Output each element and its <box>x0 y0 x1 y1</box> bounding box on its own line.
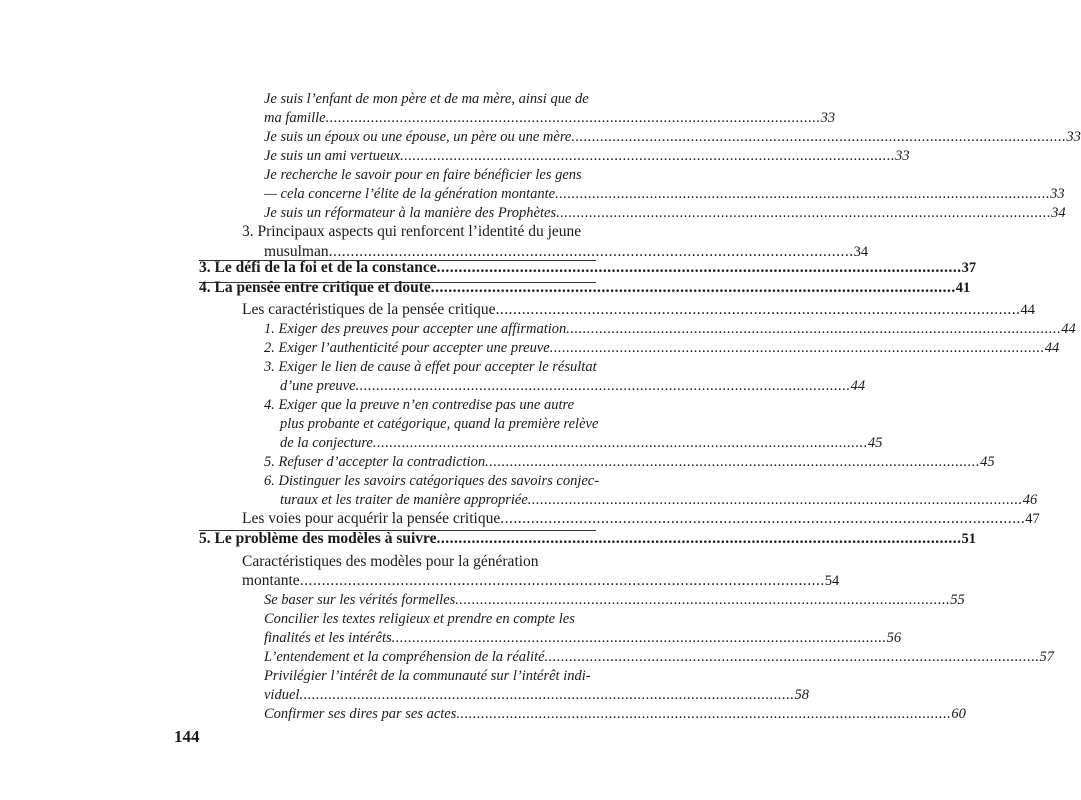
toc-chapter-entry <box>199 258 977 278</box>
toc-page-number: 46 <box>1022 492 1038 508</box>
toc-entry-text: musulman <box>264 243 329 260</box>
leader-dots: ........................................................................................................................ <box>299 572 825 589</box>
toc-entry <box>264 203 1066 223</box>
toc-entry <box>242 300 1035 320</box>
toc-chapter-entry <box>199 529 977 549</box>
leader-dots: ........................................................................................................................ <box>436 259 962 276</box>
toc-page-number: 44 <box>1020 302 1035 318</box>
toc-page-number: 34 <box>1051 205 1066 221</box>
toc-entry-text: 4. Exiger que la preuve n’en contredise pas une autre <box>264 397 575 413</box>
leader-dots: ........................................................................................................................ <box>430 279 956 296</box>
toc-page-number: 45 <box>980 454 995 470</box>
toc-page-number: 44 <box>850 378 866 394</box>
toc-entry-text: turaux et les traiter de manière appropriée <box>280 492 528 508</box>
toc-entry <box>280 376 866 396</box>
toc-entry-text: plus probante et catégorique, quand la première relève <box>280 416 599 432</box>
toc-entry-text: Se baser sur les vérités formelles <box>264 592 456 608</box>
toc-entry-text: 3. Le défi de la foi et de la constance <box>199 259 437 276</box>
leader-dots: ........................................................................................................................ <box>495 301 1021 318</box>
toc-entry <box>280 490 1038 510</box>
leader-dots: ........................................................................................................................ <box>456 706 952 722</box>
toc-page-number: 41 <box>955 280 971 296</box>
toc-page-number: 51 <box>961 531 977 547</box>
toc-entry <box>280 414 599 434</box>
toc-entry-text: finalités et les intérêts <box>264 630 392 646</box>
toc-page-number: 60 <box>951 706 966 722</box>
toc-entry <box>264 165 596 185</box>
toc-entry-text: — cela concerne l’élite de la génération montante <box>264 186 556 202</box>
toc-entry-text: 3. Exiger le lien de cause à effet pour accepter le résultat <box>264 359 597 375</box>
toc-entry-text: viduel <box>264 687 300 703</box>
toc-entry-text: 1. Exiger des preuves pour accepter une affirmation <box>264 321 567 337</box>
toc-entry-text: Caractéristiques des modèles pour la génération <box>242 553 539 570</box>
leader-dots: ........................................................................................................................ <box>527 492 1023 508</box>
toc-entry <box>264 666 596 686</box>
toc-entry <box>264 452 995 472</box>
toc-entry-text: L’entendement et la compréhension de la réalité <box>264 649 545 665</box>
toc-entry <box>264 471 600 491</box>
leader-dots: ........................................................................................................................ <box>372 435 868 451</box>
toc-entry-text: Privilégier l’intérêt de la communauté sur l’intérêt indi- <box>264 668 591 684</box>
toc-entry <box>242 222 596 242</box>
leader-dots: ........................................................................................................................ <box>455 592 951 608</box>
leader-dots: ........................................................................................................................ <box>549 340 1045 356</box>
toc-entry <box>264 184 1065 204</box>
toc-entry <box>264 609 596 629</box>
toc-entry <box>264 647 1055 667</box>
toc-entry-text: Je recherche le savoir pour en faire bénéficier les gens <box>264 167 582 183</box>
toc-page-number: 33 <box>820 110 836 126</box>
toc-entry <box>280 433 883 453</box>
toc-chapter-entry <box>199 278 971 298</box>
toc-page-number: 57 <box>1039 649 1055 665</box>
toc-entry <box>242 571 840 591</box>
toc-page-number: 56 <box>886 630 902 646</box>
toc-page-number: 33 <box>1066 129 1081 145</box>
toc-entry-text: Les caractéristiques de la pensée critique <box>242 301 496 318</box>
toc-entry-text: Je suis un époux ou une épouse, un père ou une mère <box>264 129 572 145</box>
leader-dots: ........................................................................................................................ <box>299 687 795 703</box>
toc-entry-text: Je suis un réformateur à la manière des Prophètes <box>264 205 557 221</box>
toc-entry-text: Je suis l’enfant de mon père et de ma mère, ainsi que de <box>264 91 589 107</box>
toc-entry <box>264 338 1060 358</box>
leader-dots: ........................................................................................................................ <box>571 129 1067 145</box>
toc-entry <box>264 590 965 610</box>
toc-entry <box>264 628 902 648</box>
toc-page-number: 37 <box>961 260 977 276</box>
toc-entry <box>264 704 966 724</box>
toc-entry <box>264 319 1076 339</box>
leader-dots: ........................................................................................................................ <box>400 148 896 164</box>
toc-page-number: 47 <box>1025 511 1040 527</box>
toc-entry <box>264 357 596 377</box>
page-number: 144 <box>174 727 200 746</box>
toc-entry-text: Je suis un ami vertueux <box>264 148 401 164</box>
toc-entry-text: ma famille <box>264 110 326 126</box>
toc-entry <box>264 108 836 128</box>
toc-page-number: 44 <box>1044 340 1060 356</box>
toc-entry <box>264 146 910 166</box>
toc-entry-text: 3. Principaux aspects qui renforcent l’identité du jeune <box>242 223 582 240</box>
leader-dots: ........................................................................................................................ <box>556 205 1052 221</box>
toc-entry-text: montante <box>242 572 300 589</box>
toc-entry-text: Concilier les textes religieux et prendre en compte les <box>264 611 575 627</box>
toc-entry-text: 5. Refuser d’accepter la contradiction <box>264 454 486 470</box>
toc-entry <box>264 685 809 705</box>
toc-page-number: 58 <box>794 687 809 703</box>
leader-dots: ........................................................................................................................ <box>436 530 962 547</box>
toc-entry-text: 2. Exiger l’authenticité pour accepter une preuve <box>264 340 550 356</box>
toc-entry <box>264 127 1081 147</box>
toc-entry <box>264 89 596 109</box>
toc-page-number: 33 <box>1050 186 1065 202</box>
leader-dots: ........................................................................................................................ <box>391 630 887 646</box>
leader-dots: ........................................................................................................................ <box>328 243 854 260</box>
toc-entry-text: 5. Le problème des modèles à suivre <box>199 530 437 547</box>
leader-dots: ........................................................................................................................ <box>544 649 1040 665</box>
toc-entry <box>242 509 1040 529</box>
toc-page-number: 44 <box>1061 321 1076 337</box>
toc-page-number: 55 <box>950 592 965 608</box>
leader-dots: ........................................................................................................................ <box>500 510 1026 527</box>
toc-entry <box>264 395 596 415</box>
toc-entry-text: 4. La pensée entre critique et doute <box>199 279 431 296</box>
toc-page-number: 45 <box>867 435 883 451</box>
leader-dots: ........................................................................................................................ <box>566 321 1062 337</box>
toc-page-number: 54 <box>824 573 840 589</box>
leader-dots: ........................................................................................................................ <box>325 110 821 126</box>
toc-entry-text: Les voies pour acquérir la pensée critique <box>242 510 501 527</box>
toc-entry-text: Confirmer ses dires par ses actes <box>264 706 457 722</box>
toc-entry-text: de la conjecture <box>280 435 373 451</box>
leader-dots: ........................................................................................................................ <box>555 186 1051 202</box>
toc-page-number: 34 <box>853 244 869 260</box>
leader-dots: ........................................................................................................................ <box>355 378 851 394</box>
leader-dots: ........................................................................................................................ <box>485 454 981 470</box>
toc-page-number: 33 <box>895 148 910 164</box>
toc-entry-text: 6. Distinguer les savoirs catégoriques des savoirs conjec- <box>264 473 600 489</box>
toc-entry-text: d’une preuve <box>280 378 356 394</box>
toc-entry <box>242 552 596 572</box>
